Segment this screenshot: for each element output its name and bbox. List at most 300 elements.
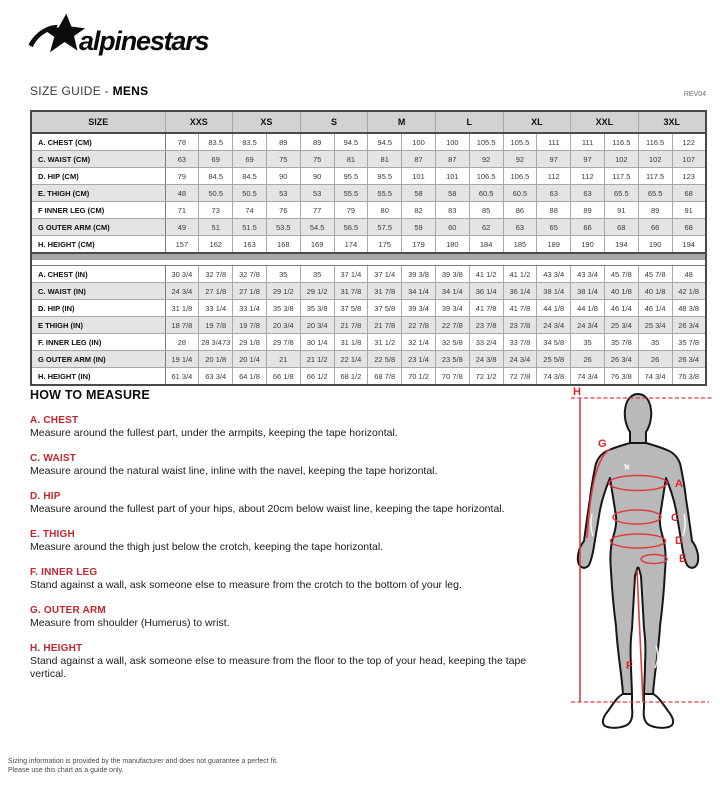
table-cell: 34 1/4 [402, 283, 436, 300]
table-cell: 32 7/8 [199, 266, 233, 283]
table-cell: 25 3/4 [604, 317, 638, 334]
how-to-measure-item [30, 491, 562, 516]
table-cell: 23 5/8 [435, 351, 469, 368]
table-cell: 31 7/8 [368, 283, 402, 300]
table-cell: 65 [537, 219, 571, 236]
table-cell: 45 7/8 [638, 266, 672, 283]
how-to-measure-section [30, 388, 562, 681]
label-hip: D [675, 535, 683, 547]
table-cell: 169 [300, 236, 334, 254]
table-cell: 57.5 [368, 219, 402, 236]
table-cell: 26 [638, 351, 672, 368]
table-cell: 33 1/4 [233, 300, 267, 317]
table-cell: 162 [199, 236, 233, 254]
table-cell: 86 [503, 202, 537, 219]
table-cell: 32 7/8 [233, 266, 267, 283]
table-cell: 35 7/8 [672, 334, 706, 351]
size-header-3xl: 3XL [638, 111, 706, 133]
table-cell: 89 [300, 133, 334, 151]
how-to-measure-title: HOW TO MEASURE [30, 388, 150, 402]
table-cell: 111 [537, 133, 571, 151]
label-thigh: E [679, 553, 687, 565]
measure-item-heading: C. WAIST [30, 453, 77, 464]
table-cell: 41 7/8 [469, 300, 503, 317]
table-cell: 101 [402, 168, 436, 185]
table-cell: 22 7/8 [402, 317, 436, 334]
table-cell: 105.5 [503, 133, 537, 151]
table-cell: 70 1/2 [402, 368, 436, 386]
table-cell: 175 [368, 236, 402, 254]
table-cell: 39 3/8 [435, 266, 469, 283]
table-cell: 22 5/8 [368, 351, 402, 368]
table-cell: 101 [435, 168, 469, 185]
table-cell: 76 3/8 [604, 368, 638, 386]
table-cell: 89 [571, 202, 605, 219]
measure-item-text: Measure from shoulder (Humerus) to wrist. [30, 617, 230, 629]
table-cell: 190 [571, 236, 605, 254]
row-label: E THIGH (IN) [31, 317, 165, 334]
row-label: H. HEIGHT (CM) [31, 236, 165, 254]
how-to-measure-item [30, 453, 562, 478]
table-cell: 194 [672, 236, 706, 254]
table-cell: 60.5 [503, 185, 537, 202]
table-cell: 65.5 [638, 185, 672, 202]
row-label: G OUTER ARM (CM) [31, 219, 165, 236]
disclaimer-line-2: Please use this chart as a guide only. [8, 767, 124, 774]
table-cell: 105.5 [469, 133, 503, 151]
table-cell: 60.5 [469, 185, 503, 202]
table-cell: 20 3/4 [300, 317, 334, 334]
disclaimer [8, 757, 278, 775]
table-cell: 22 7/8 [435, 317, 469, 334]
figure-head [625, 394, 652, 445]
measure-item-heading: H. HEIGHT [30, 643, 83, 654]
table-cell: 76 3/8 [672, 368, 706, 386]
table-cell: 42 1/8 [672, 283, 706, 300]
table-cell: 97 [537, 151, 571, 168]
table-cell: 21 [266, 351, 300, 368]
figure-left-foot [603, 694, 632, 728]
table-cell: 194 [604, 236, 638, 254]
table-cell: 84.5 [199, 168, 233, 185]
table-cell: 79 [165, 168, 199, 185]
row-label: F INNER LEG (CM) [31, 202, 165, 219]
table-cell: 83.5 [199, 133, 233, 151]
table-cell: 27 1/8 [233, 283, 267, 300]
table-cell: 36 1/4 [503, 283, 537, 300]
table-cell: 56.5 [334, 219, 368, 236]
table-cell: 122 [672, 133, 706, 151]
table-cell: 66 1/2 [300, 368, 334, 386]
table-cell: 168 [266, 236, 300, 254]
table-cell: 83.5 [233, 133, 267, 151]
table-cell: 43 3/4 [571, 266, 605, 283]
table-cell: 95.5 [334, 168, 368, 185]
table-cell: 20 1/8 [199, 351, 233, 368]
table-cell: 44 1/8 [537, 300, 571, 317]
table-cell: 82 [402, 202, 436, 219]
table-cell: 81 [334, 151, 368, 168]
table-cell: 73 [199, 202, 233, 219]
table-cell: 39 3/8 [402, 266, 436, 283]
table-cell: 45 7/8 [604, 266, 638, 283]
table-cell: 80 [368, 202, 402, 219]
table-cell: 24 3/4 [165, 283, 199, 300]
row-label: H. HEIGHT (IN) [31, 368, 165, 386]
table-cell: 23 7/8 [503, 317, 537, 334]
table-cell: 21 7/8 [334, 317, 368, 334]
table-cell: 30 1/4 [300, 334, 334, 351]
table-cell: 102 [604, 151, 638, 168]
table-cell: 72 1/2 [469, 368, 503, 386]
table-cell: 184 [469, 236, 503, 254]
table-cell: 51 [199, 219, 233, 236]
table-cell: 185 [503, 236, 537, 254]
table-cell: 26 3/4 [672, 351, 706, 368]
size-header-xxl: XXL [571, 111, 639, 133]
table-cell: 55.5 [334, 185, 368, 202]
table-cell: 46 1/4 [638, 300, 672, 317]
table-cell: 31 7/8 [334, 283, 368, 300]
table-cell: 68 [672, 219, 706, 236]
table-cell: 106.5 [469, 168, 503, 185]
brand-logo [26, 10, 208, 62]
table-cell: 107 [672, 151, 706, 168]
table-row [31, 300, 706, 317]
table-cell: 63 [165, 151, 199, 168]
table-cell: 112 [537, 168, 571, 185]
table-cell: 29 1/8 [233, 334, 267, 351]
how-to-measure-item [30, 529, 562, 554]
size-header-s: S [300, 111, 368, 133]
table-cell: 35 3/8 [300, 300, 334, 317]
label-height: H [573, 386, 581, 398]
table-cell: 40 1/8 [638, 283, 672, 300]
table-row [31, 151, 706, 168]
table-row [31, 368, 706, 386]
table-cell: 35 [266, 266, 300, 283]
table-cell: 87 [435, 151, 469, 168]
disclaimer-line-1: Sizing information is provided by the manufacturer and does not guarantee a perfect fit. [8, 758, 279, 765]
size-header-xs: XS [233, 111, 301, 133]
table-cell: 43 3/4 [537, 266, 571, 283]
table-cell: 35 3/8 [266, 300, 300, 317]
figure-right-foot [644, 694, 673, 728]
table-cell: 24 3/4 [537, 317, 571, 334]
how-to-measure-item [30, 415, 562, 440]
table-cell: 53 [266, 185, 300, 202]
table-cell: 77 [300, 202, 334, 219]
table-cell: 20 3/4 [266, 317, 300, 334]
how-to-measure-item [30, 567, 562, 592]
table-cell: 38 1/4 [537, 283, 571, 300]
table-cell: 94.5 [334, 133, 368, 151]
table-cell: 66 [638, 219, 672, 236]
table-cell: 74 [233, 202, 267, 219]
table-cell: 33 2/4 [469, 334, 503, 351]
page-title-prefix: SIZE GUIDE - [30, 84, 113, 98]
table-cell: 60 [435, 219, 469, 236]
table-row [31, 133, 706, 151]
table-cell: 106.5 [503, 168, 537, 185]
table-cell: 38 1/4 [571, 283, 605, 300]
table-cell: 91 [604, 202, 638, 219]
label-chest: A [675, 478, 683, 490]
table-cell: 66 1/8 [266, 368, 300, 386]
table-cell: 19 7/8 [199, 317, 233, 334]
page-title-gender: MENS [112, 84, 149, 98]
table-cell: 26 3/4 [604, 351, 638, 368]
table-row [31, 317, 706, 334]
table-cell: 64 1/8 [233, 368, 267, 386]
title-row [30, 84, 706, 98]
table-cell: 24 3/4 [571, 317, 605, 334]
table-cell: 92 [503, 151, 537, 168]
measure-item-heading: E. THIGH [30, 529, 75, 540]
table-row [31, 351, 706, 368]
table-cell: 41 1/2 [503, 266, 537, 283]
row-label: D. HIP (CM) [31, 168, 165, 185]
table-cell: 94.5 [368, 133, 402, 151]
table-cell: 28 [165, 334, 199, 351]
table-cell: 27 1/8 [199, 283, 233, 300]
table-cell: 23 7/8 [469, 317, 503, 334]
table-cell: 87 [402, 151, 436, 168]
table-cell: 79 [334, 202, 368, 219]
table-row [31, 168, 706, 185]
table-cell: 75 [266, 151, 300, 168]
table-cell: 53.5 [266, 219, 300, 236]
measure-item-heading: D. HIP [30, 491, 61, 502]
table-row [31, 236, 706, 254]
table-cell: 48 [672, 266, 706, 283]
label-inner-leg: F [626, 660, 633, 672]
table-cell: 66 [571, 219, 605, 236]
table-cell: 35 [300, 266, 334, 283]
table-cell: 25 5/8 [537, 351, 571, 368]
table-row [31, 283, 706, 300]
table-cell: 31 1/2 [368, 334, 402, 351]
measurement-figure [563, 386, 715, 760]
row-label: C. WAIST (CM) [31, 151, 165, 168]
table-cell: 29 1/2 [300, 283, 334, 300]
table-cell: 21 1/2 [300, 351, 334, 368]
table-row [31, 185, 706, 202]
table-cell: 32 5/8 [435, 334, 469, 351]
table-cell: 83 [435, 202, 469, 219]
alpinestars-star-icon [26, 10, 86, 62]
table-cell: 111 [571, 133, 605, 151]
table-cell: 34 5/8 [537, 334, 571, 351]
size-column-header: SIZE [31, 111, 165, 133]
body-diagram [563, 386, 715, 760]
table-cell: 100 [402, 133, 436, 151]
table-cell: 36 1/4 [469, 283, 503, 300]
table-cell: 26 3/4 [672, 317, 706, 334]
table-cell: 189 [537, 236, 571, 254]
table-cell: 163 [233, 236, 267, 254]
table-cell: 50.5 [233, 185, 267, 202]
measure-item-text: Measure around the thigh just below the crotch, keeping the tape horizontal. [30, 541, 384, 553]
table-cell: 89 [638, 202, 672, 219]
table-cell: 48 [165, 185, 199, 202]
table-cell: 72 7/8 [503, 368, 537, 386]
table-cell: 69 [199, 151, 233, 168]
table-cell: 29 1/2 [266, 283, 300, 300]
row-label: C. WAIST (IN) [31, 283, 165, 300]
table-cell: 157 [165, 236, 199, 254]
table-cell: 41 1/2 [469, 266, 503, 283]
table-cell: 37 5/8 [334, 300, 368, 317]
table-cell: 90 [300, 168, 334, 185]
table-cell: 123 [672, 168, 706, 185]
row-label: E. THIGH (CM) [31, 185, 165, 202]
how-to-measure-item [30, 605, 562, 630]
table-cell: 33 7/8 [503, 334, 537, 351]
table-cell: 91 [672, 202, 706, 219]
table-cell: 92 [469, 151, 503, 168]
brand-name: alpinestars [79, 25, 209, 56]
table-cell: 20 1/4 [233, 351, 267, 368]
table-cell: 35 [571, 334, 605, 351]
table-cell: 51.5 [233, 219, 267, 236]
table-cell: 61 3/4 [165, 368, 199, 386]
table-cell: 39 3/4 [435, 300, 469, 317]
measure-item-text: Measure around the fullest part of your hips, about 20cm below waist line, keeping the tape horizontal. [30, 503, 505, 515]
table-cell: 62 [469, 219, 503, 236]
row-label: F. INNER LEG (IN) [31, 334, 165, 351]
how-to-measure-list [30, 415, 562, 681]
table-cell: 180 [435, 236, 469, 254]
table-cell: 74 3/8 [537, 368, 571, 386]
table-cell: 75 [300, 151, 334, 168]
table-cell: 58 [402, 185, 436, 202]
table-cell: 29 7/8 [266, 334, 300, 351]
measure-item-text: Measure around the natural waist line, inline with the navel, keeping the tape horizontal. [30, 465, 438, 477]
table-cell: 63 [571, 185, 605, 202]
table-cell: 97 [571, 151, 605, 168]
row-label: A. CHEST (IN) [31, 266, 165, 283]
measure-item-text: Stand against a wall, ask someone else to measure from the floor to the top of your head, keeping the tape vertical. [30, 655, 527, 680]
row-label: G OUTER ARM (IN) [31, 351, 165, 368]
table-cell: 46 1/4 [604, 300, 638, 317]
size-header-xxs: XXS [165, 111, 233, 133]
table-cell: 63 3/4 [199, 368, 233, 386]
table-cell: 65.5 [604, 185, 638, 202]
table-cell: 49 [165, 219, 199, 236]
table-cell: 18 7/8 [165, 317, 199, 334]
measure-item-text: Stand against a wall, ask someone else to measure from the crotch to the bottom of your leg. [30, 579, 462, 591]
table-cell: 102 [638, 151, 672, 168]
table-cell: 33 1/4 [199, 300, 233, 317]
table-cell: 31 1/8 [165, 300, 199, 317]
table-cell: 84.5 [233, 168, 267, 185]
table-cell: 100 [435, 133, 469, 151]
table-cell: 35 [638, 334, 672, 351]
row-label: D. HIP (IN) [31, 300, 165, 317]
table-cell: 19 1/4 [165, 351, 199, 368]
label-waist: C [671, 512, 679, 524]
table-cell: 30 3/4 [165, 266, 199, 283]
table-cell: 40 1/8 [604, 283, 638, 300]
table-cell: 41 7/8 [503, 300, 537, 317]
table-cell: 179 [402, 236, 436, 254]
table-cell: 24 3/8 [469, 351, 503, 368]
size-table [30, 110, 707, 386]
measure-item-heading: F. INNER LEG [30, 567, 98, 578]
table-cell: 68 [604, 219, 638, 236]
how-to-measure-item [30, 643, 562, 681]
table-cell: 37 1/4 [368, 266, 402, 283]
table-cell: 68 [672, 185, 706, 202]
table-cell: 63 [503, 219, 537, 236]
table-cell: 22 1/4 [334, 351, 368, 368]
table-cell: 48 3/8 [672, 300, 706, 317]
table-row [31, 219, 706, 236]
table-cell: 117.5 [604, 168, 638, 185]
table-cell: 71 [165, 202, 199, 219]
table-row [31, 266, 706, 283]
table-cell: 74 3/4 [638, 368, 672, 386]
table-cell: 34 1/4 [435, 283, 469, 300]
table-cell: 31 1/8 [334, 334, 368, 351]
table-cell: 28 3/473 [199, 334, 233, 351]
table-cell: 68 1/2 [334, 368, 368, 386]
table-cell: 50.5 [199, 185, 233, 202]
table-cell: 190 [638, 236, 672, 254]
table-cell: 63 [537, 185, 571, 202]
table-cell: 174 [334, 236, 368, 254]
table-cell: 59 [402, 219, 436, 236]
table-cell: 76 [266, 202, 300, 219]
table-cell: 58 [435, 185, 469, 202]
table-cell: 69 [233, 151, 267, 168]
table-cell: 116.5 [638, 133, 672, 151]
size-header-m: M [368, 111, 436, 133]
label-outer-arm: G [598, 438, 607, 450]
table-cell: 89 [266, 133, 300, 151]
measure-item-text: Measure around the fullest part, under the armpits, keeping the tape horizontal. [30, 427, 398, 439]
table-row [31, 202, 706, 219]
table-cell: 37 1/4 [334, 266, 368, 283]
table-cell: 74 3/4 [571, 368, 605, 386]
table-cell: 37 5/8 [368, 300, 402, 317]
table-cell: 19 7/8 [233, 317, 267, 334]
table-cell: 90 [266, 168, 300, 185]
table-cell: 26 [571, 351, 605, 368]
row-label: A. CHEST (CM) [31, 133, 165, 151]
table-cell: 112 [571, 168, 605, 185]
table-cell: 32 1/4 [402, 334, 436, 351]
size-table-body [31, 133, 706, 385]
table-cell: 54.5 [300, 219, 334, 236]
table-cell: 117.5 [638, 168, 672, 185]
table-cell: 25 3/4 [638, 317, 672, 334]
table-cell: 85 [469, 202, 503, 219]
table-cell: 39 3/4 [402, 300, 436, 317]
table-cell: 23 1/4 [402, 351, 436, 368]
table-cell: 55.5 [368, 185, 402, 202]
table-row [31, 334, 706, 351]
page-title [30, 84, 148, 98]
table-cell: 44 1/8 [571, 300, 605, 317]
measure-item-heading: A. CHEST [30, 415, 79, 426]
table-cell: 81 [368, 151, 402, 168]
revision-label: REV04 [683, 91, 706, 98]
size-header-xl: XL [503, 111, 571, 133]
measure-item-heading: G. OUTER ARM [30, 605, 106, 616]
table-cell: 88 [537, 202, 571, 219]
